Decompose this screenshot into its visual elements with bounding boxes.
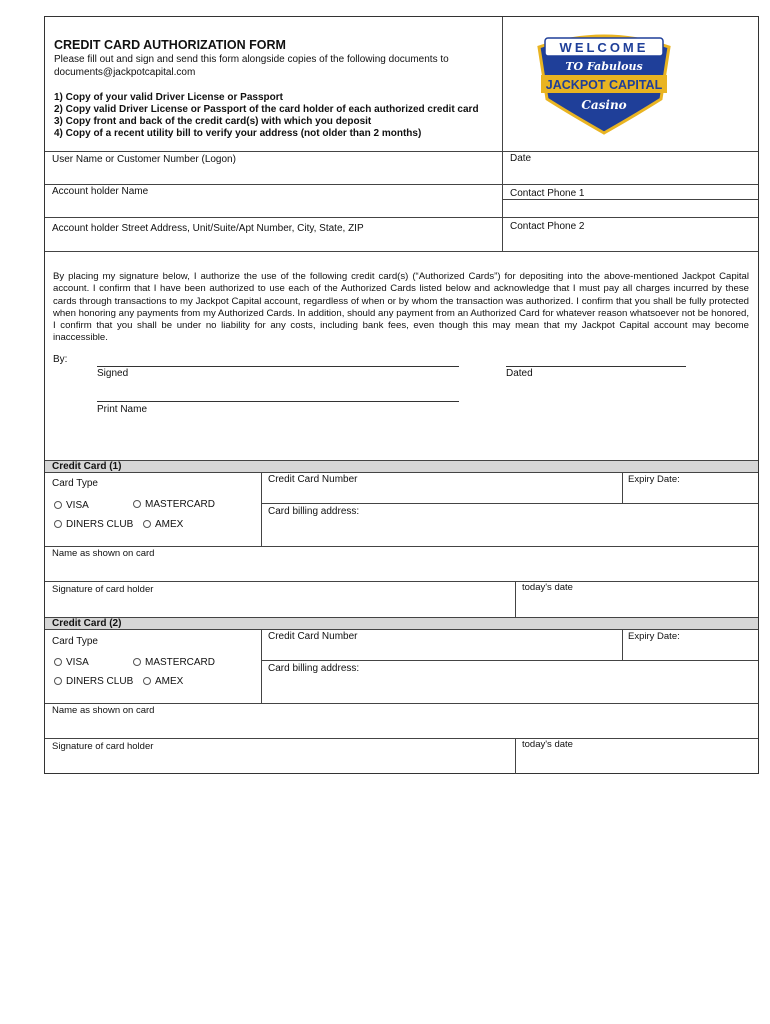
- account-holder-field[interactable]: [45, 198, 502, 216]
- contact-phone2-field[interactable]: [503, 233, 758, 250]
- card2-visa-option[interactable]: [54, 657, 89, 668]
- username-label: User Name or Customer Number (Logon): [52, 154, 236, 165]
- card1-visa-label: VISA: [66, 500, 89, 511]
- card1-visa-option[interactable]: [54, 500, 89, 511]
- required-doc-2: 2) Copy valid Driver License or Passport of the card holder of each authorized credit card: [54, 104, 479, 115]
- card2-mastercard-label: MASTERCARD: [145, 657, 216, 668]
- card1-type-label: Card Type: [52, 478, 98, 489]
- card1-diners-option[interactable]: [54, 519, 133, 530]
- card1-amex-option[interactable]: [143, 519, 183, 530]
- instructions-email: documents@jackpotcapital.com: [54, 67, 196, 78]
- card2-date-field[interactable]: [516, 752, 757, 772]
- contact-phone1-field[interactable]: [503, 201, 758, 215]
- date-field[interactable]: [503, 165, 758, 183]
- card1-name-label: Name as shown on card: [52, 548, 155, 559]
- card1-expiry-field[interactable]: [623, 487, 757, 502]
- print-name-line[interactable]: [97, 401, 459, 402]
- card1-mastercard-radio[interactable]: [133, 500, 141, 508]
- signed-label: Signed: [97, 368, 129, 379]
- card2-signature-label: Signature of card holder: [52, 741, 154, 752]
- card2-number-field[interactable]: [262, 644, 621, 659]
- card1-heading-band: [45, 460, 758, 473]
- by-label: By:: [53, 354, 68, 365]
- card1-heading: Credit Card (1): [52, 461, 122, 472]
- address-field[interactable]: [45, 235, 502, 250]
- card2-amex-option[interactable]: [143, 676, 183, 687]
- card2-visa-label: VISA: [66, 657, 89, 668]
- logo-welcome: WELCOME: [559, 40, 649, 55]
- username-field[interactable]: [45, 163, 502, 183]
- card2-mastercard-option[interactable]: [133, 657, 215, 668]
- card1-amex-label: AMEX: [155, 519, 184, 530]
- card1-number-field[interactable]: [262, 487, 621, 502]
- card2-signature-field[interactable]: [45, 754, 514, 772]
- card1-billing-field[interactable]: [262, 519, 757, 544]
- card1-mastercard-label: MASTERCARD: [145, 499, 216, 510]
- card1-mastercard-option[interactable]: [133, 499, 215, 510]
- card2-diners-label: DINERS CLUB: [66, 676, 134, 687]
- date-label: Date: [510, 153, 532, 164]
- authorization-paragraph: By placing my signature below, I authorize the use of the following credit card(s) (“Authorized Cards”) for depositing into the above-mentioned Jackpot Capital account. I confirm that I have been authorized to use each of the Authorized Cards listed below and acknowledge that I must pay all charges incurred by these cards through transactions to my Jackpot Capital account, regardless of when or by whom the transaction was authorized. I confirm that you shall be fully protected when honoring any payments from my Authorized Cards. In addition, should any payment from an Authorized Card for whatever reason whatsoever not be honored, I confirm that you shall be under no liability for any costs, including bank fees, even though this may mean that my Jackpot Capital account may become inaccessible.: [53, 271, 749, 344]
- card1-billing-label: Card billing address:: [268, 506, 360, 517]
- logo-to-fabulous: TO Fabulous: [565, 60, 643, 73]
- contact-phone1-label: Contact Phone 1: [510, 188, 585, 199]
- card2-amex-label: AMEX: [155, 676, 184, 687]
- address-label: Account holder Street Address, Unit/Suite/Apt Number, City, State, ZIP: [52, 223, 364, 234]
- dated-label: Dated: [506, 368, 533, 379]
- card2-number-label: Credit Card Number: [268, 631, 358, 642]
- card2-name-field[interactable]: [45, 719, 758, 737]
- card2-heading-band: [45, 617, 758, 630]
- contact-phone2-label: Contact Phone 2: [510, 221, 585, 232]
- card1-signature-field[interactable]: [45, 597, 514, 615]
- card2-type-label: Card Type: [52, 636, 98, 647]
- card1-name-field[interactable]: [45, 562, 758, 580]
- card2-billing-label: Card billing address:: [268, 663, 360, 674]
- print-name-label: Print Name: [97, 404, 148, 415]
- jackpot-capital-logo: [529, 25, 679, 140]
- instructions-line1: Please fill out and sign and send this form alongside copies of the following documents to: [54, 54, 449, 65]
- card1-diners-label: DINERS CLUB: [66, 519, 134, 530]
- logo-casino: Casino: [581, 98, 627, 112]
- required-doc-1: 1) Copy of your valid Driver License or Passport: [54, 92, 283, 103]
- card1-diners-radio[interactable]: [54, 520, 62, 528]
- card2-heading: Credit Card (2): [52, 618, 122, 629]
- required-doc-4: 4) Copy of a recent utility bill to verify your address (not older than 2 months): [54, 128, 422, 139]
- logo-jackpot-capital: JACKPOT CAPITAL: [545, 78, 663, 92]
- card2-expiry-field[interactable]: [623, 644, 757, 659]
- card1-visa-radio[interactable]: [54, 501, 62, 509]
- card2-amex-radio[interactable]: [143, 677, 151, 685]
- authorization-form: [44, 16, 759, 774]
- account-holder-label: Account holder Name: [52, 186, 149, 197]
- card1-date-label: today's date: [522, 582, 573, 593]
- card1-expiry-label: Expiry Date:: [628, 474, 680, 485]
- card1-number-label: Credit Card Number: [268, 474, 358, 485]
- card1-signature-label: Signature of card holder: [52, 584, 154, 595]
- card2-diners-radio[interactable]: [54, 677, 62, 685]
- card2-date-label: today's date: [522, 739, 573, 750]
- card2-name-label: Name as shown on card: [52, 705, 155, 716]
- dated-line[interactable]: [506, 366, 686, 367]
- card2-expiry-label: Expiry Date:: [628, 631, 680, 642]
- card2-billing-field[interactable]: [262, 676, 757, 701]
- card1-date-field[interactable]: [516, 595, 757, 615]
- card1-amex-radio[interactable]: [143, 520, 151, 528]
- signature-line[interactable]: [97, 366, 459, 367]
- form-title: CREDIT CARD AUTHORIZATION FORM: [54, 38, 286, 52]
- card2-visa-radio[interactable]: [54, 658, 62, 666]
- card2-mastercard-radio[interactable]: [133, 658, 141, 666]
- card2-diners-option[interactable]: [54, 676, 133, 687]
- required-doc-3: 3) Copy front and back of the credit card(s) with which you deposit: [54, 116, 372, 127]
